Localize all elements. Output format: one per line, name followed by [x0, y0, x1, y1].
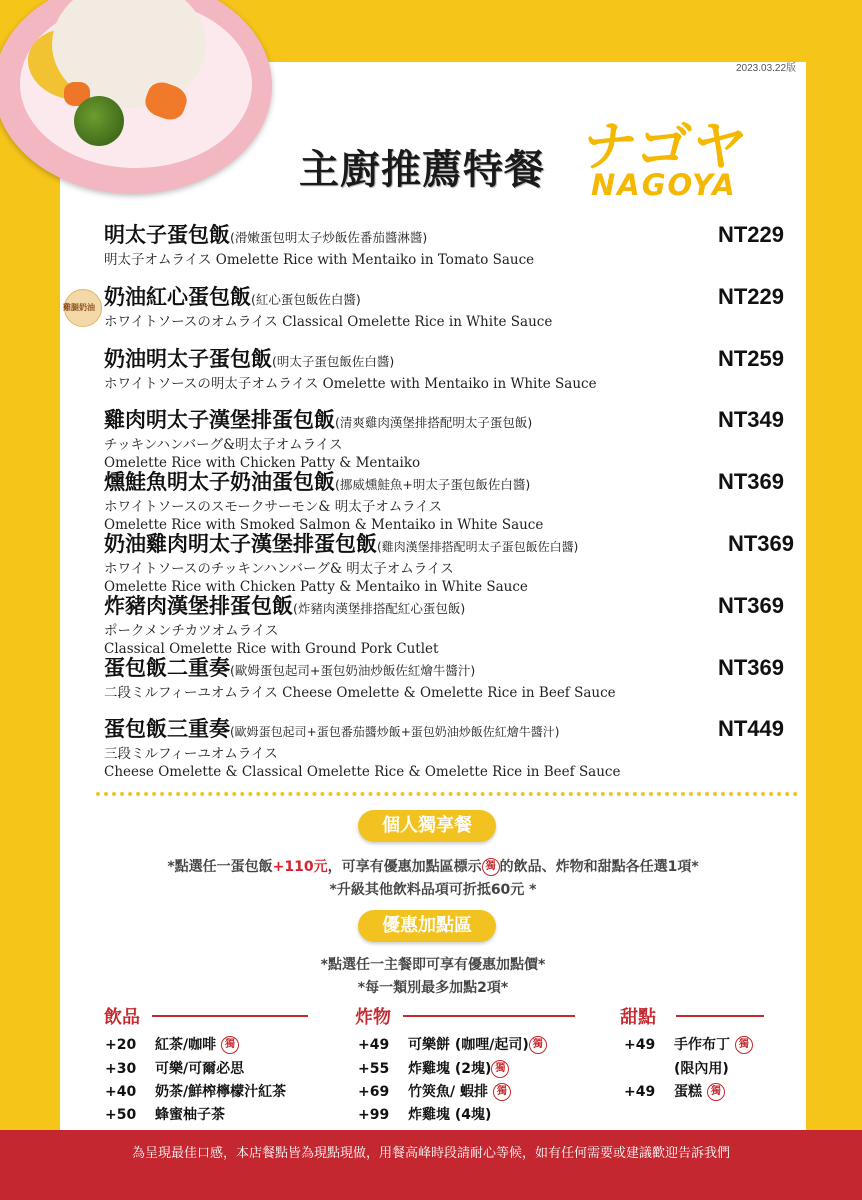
- addon-item: +99 炸雞塊 (4塊): [358, 1107, 492, 1123]
- addon-note: (限內用): [674, 1061, 729, 1077]
- menu-item: [104, 469, 794, 534]
- item-name: 燻鮭魚明太子奶油蛋包飯: [104, 470, 335, 494]
- drinks-heading: 飲品: [104, 1007, 140, 1028]
- item-desc: (雞肉漢堡排搭配明太子蛋包飯佐白醬): [377, 540, 579, 554]
- exclusive-icon: 獨: [493, 1083, 511, 1101]
- item-price: NT229: [717, 284, 784, 309]
- menu-item: [104, 346, 794, 393]
- item-sub-en: Classical Omelette Rice with Ground Pork Cutlet: [104, 641, 439, 657]
- fried-rule: [403, 1015, 575, 1017]
- discount-note-1: *點選任一主餐即可享有優惠加點價*: [320, 957, 546, 973]
- item-price: NT369: [717, 593, 784, 618]
- item-price: NT369: [717, 655, 784, 680]
- addon-item: +30 可樂/可爾必思: [105, 1061, 245, 1077]
- item-price: NT449: [717, 716, 784, 741]
- page-title: 主廚推薦特餐: [299, 147, 545, 193]
- item-name: 奶油明太子蛋包飯: [104, 347, 272, 371]
- item-sub: チッキンハンバーグ&明太子オムライス: [104, 437, 343, 453]
- item-desc: (清爽雞肉漢堡排搭配明太子蛋包飯): [335, 415, 533, 430]
- item-desc: (滑嫩蛋包明太子炒飯佐番茄醬淋醬): [230, 230, 428, 245]
- menu-item: [104, 593, 794, 658]
- item-sub: ホワイトソースの明太子オムライス Omelette with Mentaiko in White Sauce: [104, 376, 597, 392]
- item-desc: (明太子蛋包飯佐白醬): [272, 354, 395, 369]
- addon-item: +49 可樂餅 (咖哩/起司) 獨: [358, 1034, 547, 1054]
- menu-item: [104, 531, 794, 596]
- item-sub-en: Omelette Rice with Smoked Salmon & Mentaiko in White Sauce: [104, 517, 544, 533]
- item-desc: (歐姆蛋包起司+蛋包奶油炒飯佐紅燴牛醬汁): [230, 663, 476, 678]
- addon-item: +49 手作布丁 獨: [624, 1034, 753, 1054]
- item-sub: ポークメンチカツオムライス: [104, 623, 279, 639]
- fried-heading: 炸物: [355, 1007, 391, 1028]
- brand-logo-kana: ナゴヤ: [579, 115, 752, 178]
- item-sub: ホワイトソースのスモークサーモン& 明太子オムライス: [104, 499, 443, 515]
- item-sub-en: Omelette Rice with Chicken Patty & Mentaiko in White Sauce: [104, 579, 528, 595]
- frame-left: [0, 0, 60, 1200]
- item-name: 蛋包飯二重奏: [104, 656, 230, 680]
- discount-note-2: *每一類別最多加點2項*: [357, 980, 509, 996]
- date-label: 2023.03.22版: [736, 63, 797, 74]
- item-price: NT369: [717, 469, 784, 494]
- note-text: ，可享有優惠加點區標示: [327, 859, 482, 875]
- exclusive-icon: 獨: [221, 1036, 239, 1054]
- menu-item: [104, 284, 794, 331]
- item-price: NT349: [717, 407, 784, 432]
- drinks-rule: [152, 1015, 308, 1017]
- item-name: 蛋包飯三重奏: [104, 717, 230, 741]
- broccoli: [74, 96, 124, 146]
- dessert-heading: 甜點: [620, 1007, 656, 1028]
- note-price: +110元: [272, 859, 328, 875]
- addon-item: +40 奶茶/鮮榨檸檬汁紅茶: [105, 1084, 287, 1100]
- footer-bar: [0, 1130, 862, 1200]
- item-sub-en: Cheese Omelette & Classical Omelette Rice & Omelette Rice in Beef Sauce: [104, 764, 621, 780]
- addon-item: +69 竹筴魚/ 蝦排 獨: [358, 1081, 511, 1101]
- item-name: 奶油紅心蛋包飯: [104, 285, 251, 309]
- brand-logo-latin: NAGOYA: [591, 168, 737, 202]
- note-text: 的飲品、炸物和甜點各任選1項*: [499, 859, 699, 875]
- item-name: 雞肉明太子漢堡排蛋包飯: [104, 408, 335, 432]
- note-text: *點選任一蛋包飯: [167, 859, 273, 875]
- item-sub: 明太子オムライス Omelette Rice with Mentaiko in Tomato Sauce: [104, 252, 535, 268]
- item-price: NT369: [727, 531, 794, 556]
- item-name: 奶油雞肉明太子漢堡排蛋包飯: [104, 532, 377, 556]
- menu-item: [104, 716, 794, 781]
- item-desc: (紅心蛋包飯佐白醬): [251, 292, 361, 307]
- exclusive-icon: 獨: [491, 1060, 509, 1078]
- menu-item: [104, 222, 794, 269]
- item-sub: 二段ミルフィーユオムライス Cheese Omelette & Omelette Rice in Beef Sauce: [104, 685, 616, 701]
- exclusive-icon: 獨: [707, 1083, 725, 1101]
- personal-note-1: [60, 856, 806, 876]
- dotted-divider: [96, 792, 798, 796]
- menu-item: [104, 655, 794, 702]
- discount-pill: 優惠加點區: [358, 910, 496, 942]
- item-desc: (挪威燻鮭魚+明太子蛋包飯佐白醬): [335, 477, 531, 492]
- exclusive-icon: 獨: [735, 1036, 753, 1054]
- badge-icon: 雞腿奶油: [64, 289, 102, 327]
- item-desc: (歐姆蛋包起司+蛋包番茄醬炒飯+蛋包奶油炒飯佐紅燴牛醬汁): [230, 725, 560, 739]
- exclusive-icon: 獨: [482, 858, 500, 876]
- menu-item: [104, 407, 794, 472]
- item-sub: ホワイトソースのチッキンハンバーグ& 明太子オムライス: [104, 561, 454, 577]
- item-sub: 三段ミルフィーユオムライス: [104, 746, 278, 762]
- item-sub: ホワイトソースのオムライス Classical Omelette Rice in White Sauce: [104, 314, 553, 330]
- item-desc: (炸豬肉漢堡排搭配紅心蛋包飯): [293, 601, 466, 616]
- personal-set-pill: 個人獨享餐: [358, 810, 496, 842]
- item-sub-en: Omelette Rice with Chicken Patty & Mentaiko: [104, 455, 421, 471]
- dessert-rule: [676, 1015, 764, 1017]
- item-name: 炸豬肉漢堡排蛋包飯: [104, 594, 293, 618]
- item-name: 明太子蛋包飯: [104, 223, 230, 247]
- frame-right: [806, 0, 862, 1200]
- addon-item: +20 紅茶/咖啡 獨: [105, 1034, 239, 1054]
- exclusive-icon: 獨: [529, 1036, 547, 1054]
- footer-text: 為呈現最佳口感，本店餐點皆為現點現做，用餐高峰時段請耐心等候，如有任何需要或建議歡迎告訴我們: [131, 1146, 730, 1161]
- personal-note-2: *升級其他飲料品項可折抵60元 *: [329, 882, 537, 898]
- addon-item: +55 炸雞塊 (2塊) 獨: [358, 1058, 509, 1078]
- item-price: NT259: [717, 346, 784, 371]
- item-price: NT229: [717, 222, 784, 247]
- addon-item: +49 蛋糕 獨: [624, 1081, 725, 1101]
- addon-item: +50 蜂蜜柚子茶: [105, 1107, 225, 1123]
